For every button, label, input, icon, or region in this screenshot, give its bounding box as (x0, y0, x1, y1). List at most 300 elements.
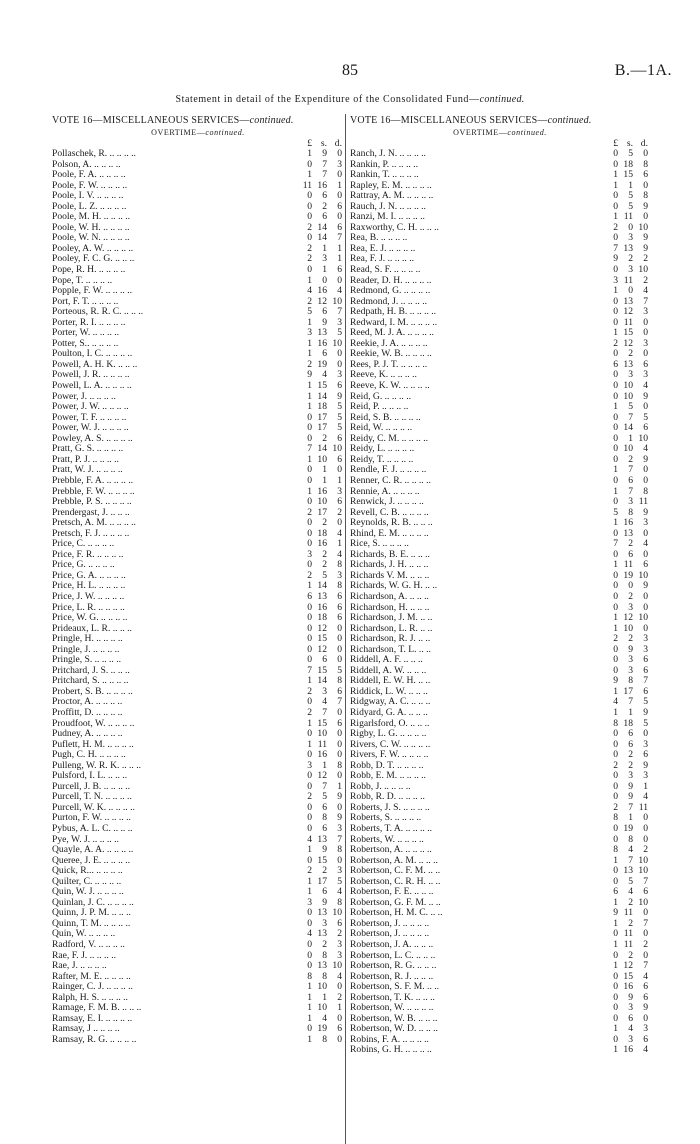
table-row (350, 740, 650, 751)
shillings-value: 5 (628, 148, 633, 159)
pounds-value: 1 (307, 380, 312, 392)
payee-name: Reid, G. .. .. .. .. (350, 391, 412, 402)
table-row (350, 1035, 650, 1046)
shillings-value: 6 (628, 728, 633, 740)
pounds-value: 1 (613, 401, 618, 413)
payee-name: Price, L. R. .. .. .. .. (52, 602, 125, 613)
pence-value: 10 (638, 264, 648, 276)
shillings-value: 18 (623, 158, 633, 170)
pounds-value: 9 (613, 253, 618, 265)
table-row (52, 972, 344, 983)
pounds-value: 0 (307, 158, 312, 170)
shillings-value: 16 (623, 1044, 633, 1056)
pounds-value: 0 (613, 306, 618, 318)
table-row (350, 940, 650, 951)
shillings-value: 2 (628, 633, 633, 645)
shillings-value: 16 (317, 285, 327, 297)
pounds-value: 1 (307, 580, 312, 592)
pounds-value: 0 (613, 232, 618, 244)
shillings-value: 3 (628, 770, 633, 782)
shillings-value: 3 (322, 685, 327, 697)
table-row (52, 307, 344, 318)
table-row (350, 666, 650, 677)
units-header (52, 139, 344, 149)
pounds-value: 1 (307, 886, 312, 898)
pence-value: 0 (337, 738, 342, 750)
pounds-value: 0 (613, 443, 618, 455)
payee-name: Ramsay, R. G. .. .. .. .. (52, 1034, 137, 1045)
shillings-value: 13 (317, 327, 327, 339)
pounds-value: 5 (307, 306, 312, 318)
pounds-value: 3 (613, 274, 618, 286)
table-row (52, 529, 344, 540)
shillings-value: 8 (628, 675, 633, 687)
statement-title-text: Statement in detail of the Expenditure of the Consolidated Fund— (175, 94, 480, 105)
subheading-continued: continued. (507, 128, 547, 137)
payee-name: Porter, R. I. .. .. .. .. (52, 317, 126, 328)
shillings-value: 15 (623, 970, 633, 982)
pounds-value: 0 (613, 1012, 618, 1024)
shillings-value: 11 (317, 738, 327, 750)
pence-value: 0 (643, 148, 648, 159)
shillings-value: 2 (322, 432, 327, 444)
payee-name: Renwick, J. .. .. .. .. (350, 497, 424, 508)
pence-value: 11 (638, 801, 648, 813)
pounds-value: 0 (307, 190, 312, 202)
table-row (350, 560, 650, 571)
shillings-value: 2 (628, 759, 633, 771)
payee-name: Proudfoot, W. .. .. .. .. (52, 718, 135, 729)
shillings-value: 1 (628, 706, 633, 718)
shillings-value: 16 (317, 179, 327, 191)
payee-name: Riddick, L. W. .. .. .. (350, 686, 428, 697)
pounds-value: 1 (307, 348, 312, 360)
payee-name: Pratt, P. J. .. .. .. .. (52, 454, 119, 465)
table-row (350, 771, 650, 782)
payee-name: Proctor, A. .. .. .. .. (52, 697, 123, 708)
shillings-value: 2 (322, 517, 327, 529)
shillings-value: 7 (628, 485, 633, 497)
table-row (350, 571, 650, 582)
pounds-value: 0 (307, 200, 312, 212)
shillings-value: 10 (623, 380, 633, 392)
pounds-value: 3 (307, 327, 312, 339)
pounds-value: 0 (307, 654, 312, 666)
payee-name: Pringle, J. .. .. .. .. (52, 644, 120, 655)
table-row (52, 676, 344, 687)
shillings-value: 13 (623, 242, 633, 254)
payee-name: Roberts, T. A. .. .. .. .. (350, 824, 432, 834)
pence-value: 6 (643, 654, 648, 666)
pence-value: 0 (337, 211, 342, 223)
table-row (52, 813, 344, 824)
shillings-value: 2 (322, 865, 327, 877)
shillings-value: 4 (322, 696, 327, 708)
table-row (350, 318, 650, 329)
pounds-value: 2 (613, 633, 618, 645)
shillings-value: 4 (628, 886, 633, 898)
payee-name: Rendle, F. J. .. .. .. .. (350, 465, 427, 476)
table-row (52, 824, 344, 835)
pounds-value: 0 (613, 1033, 618, 1045)
pence-value: 0 (337, 274, 342, 286)
payee-name: Purton, F. W. .. .. .. .. (52, 813, 131, 824)
shillings-value: 2 (628, 590, 633, 602)
shillings-value: 3 (628, 1002, 633, 1014)
pounds-value: 0 (613, 601, 618, 613)
table-row (52, 761, 344, 772)
shillings-value: 9 (628, 780, 633, 792)
shillings-value: 19 (317, 1023, 327, 1035)
table-row (52, 170, 344, 181)
payee-name: Pratt, W. J. .. .. .. .. (52, 465, 123, 476)
pounds-value: 0 (613, 190, 618, 202)
payee-name: Poole, F. A. .. .. .. .. (52, 170, 126, 181)
table-row (350, 349, 650, 360)
payee-name: Reidy, T. .. .. .. .. (350, 454, 414, 465)
pounds-value: 0 (307, 960, 312, 972)
pence-value: 5 (337, 875, 342, 887)
payee-name: Rattray, A. M. .. .. .. .. (350, 191, 434, 202)
shillings-value: 3 (628, 369, 633, 381)
table-row (350, 1024, 650, 1035)
pence-value: 0 (643, 622, 648, 634)
table-row (52, 708, 344, 719)
pounds-value: 0 (307, 612, 312, 624)
pounds-value: 0 (307, 464, 312, 476)
pence-value: 6 (337, 432, 342, 444)
shillings-value: 2 (322, 548, 327, 560)
shillings-value: 2 (628, 538, 633, 550)
table-row (350, 982, 650, 993)
pence-value: 0 (643, 601, 648, 613)
pounds-value: 0 (307, 496, 312, 508)
payee-name: Riddell, E. W. H. .. .. (350, 676, 431, 687)
payee-name: Pope, R. H. .. .. .. .. (52, 265, 126, 276)
table-row (52, 740, 344, 751)
pounds-value: 0 (307, 749, 312, 761)
payee-name: Prebble, F. W. .. .. .. .. (52, 486, 135, 497)
pounds-value: 0 (307, 474, 312, 486)
table-row (350, 697, 650, 708)
table-row (350, 487, 650, 498)
shillings-value: 12 (623, 612, 633, 624)
table-row (52, 265, 344, 276)
payee-name: Poole, L. Z. .. .. .. .. (52, 201, 127, 212)
pounds-value: 0 (613, 432, 618, 444)
table-row (52, 223, 344, 234)
pence-value: 6 (337, 380, 342, 392)
pence-value: 6 (337, 200, 342, 212)
pounds-value: 1 (613, 211, 618, 223)
table-row (52, 866, 344, 877)
pounds-value: 0 (613, 295, 618, 307)
pence-value: 8 (337, 896, 342, 908)
payee-name: Ramage, F. M. B. .. .. .. (52, 1003, 142, 1014)
table-row (350, 729, 650, 740)
payee-name: Polson, A. .. .. .. .. (52, 159, 121, 170)
payee-name: Pritchard, J. S. .. .. .. (52, 665, 130, 676)
shillings-value: 8 (322, 970, 327, 982)
table-row (52, 697, 344, 708)
pence-value: 0 (643, 548, 648, 560)
shillings-value: 16 (317, 601, 327, 613)
pence-value: 0 (337, 148, 342, 159)
pounds-value: 0 (307, 422, 312, 434)
shillings-value: 18 (317, 612, 327, 624)
pence-value: 9 (643, 232, 648, 244)
table-row (52, 297, 344, 308)
pence-value: 1 (337, 179, 342, 191)
pounds-value: 0 (613, 580, 618, 592)
payee-name: Rankin, P. .. .. .. .. (350, 159, 418, 170)
pounds-value: 2 (613, 221, 618, 233)
pounds-value: 8 (613, 844, 618, 856)
payee-name: Pringle, S. .. .. .. .. (52, 655, 122, 666)
shillings-value: 16 (317, 749, 327, 761)
table-row (350, 392, 650, 403)
pence-value: 3 (643, 738, 648, 750)
overtime-subheading (52, 127, 344, 139)
pounds-value: 0 (307, 538, 312, 550)
payee-name: Power, W. J. .. .. .. .. (52, 423, 129, 434)
pounds-value: 0 (613, 749, 618, 761)
pence-value: 4 (643, 285, 648, 297)
table-row (52, 803, 344, 814)
payee-name: Revell, C. B. .. .. .. .. (350, 507, 429, 518)
shillings-value: 7 (322, 780, 327, 792)
table-row (52, 993, 344, 1004)
pounds-value: 1 (613, 179, 618, 191)
payee-name: Rafter, M. E. .. .. .. .. (52, 971, 131, 982)
pence-value: 3 (643, 306, 648, 318)
payee-name: Quinn, T. M. .. .. .. .. (52, 918, 131, 929)
payee-name: Robertson, L. C. .. .. .. (350, 950, 436, 961)
statement-title (0, 94, 700, 105)
shillings-value: 13 (623, 295, 633, 307)
shillings-value: 12 (317, 622, 327, 634)
table-row (52, 634, 344, 645)
entries-list-left (52, 149, 344, 1045)
table-row (350, 824, 650, 835)
table-row (52, 961, 344, 972)
pence-value: 7 (643, 295, 648, 307)
shillings-value: 6 (322, 886, 327, 898)
pence-value: 7 (643, 917, 648, 929)
payee-name: Richards, B. E. .. .. .. (350, 549, 430, 560)
table-row (52, 792, 344, 803)
payee-name: Robertson, A. M. .. .. .. (350, 855, 438, 866)
shillings-value: 3 (628, 264, 633, 276)
shillings-value: 1 (628, 812, 633, 824)
pence-value: 6 (337, 590, 342, 602)
payee-name: Rivers, F. W. .. .. .. .. (350, 750, 429, 761)
shillings-value: 19 (623, 569, 633, 581)
units-spacer (52, 139, 298, 149)
table-row (52, 729, 344, 740)
shillings-value: 7 (322, 158, 327, 170)
shillings-value: 1 (322, 264, 327, 276)
pence-value: 3 (337, 823, 342, 834)
units-header (350, 139, 650, 149)
payee-name: Rivers, C. W. .. .. .. .. (350, 739, 431, 750)
pence-value: 6 (643, 559, 648, 571)
shillings-value: 12 (623, 960, 633, 972)
shillings-value: 17 (317, 411, 327, 423)
pounds-value: 0 (613, 548, 618, 560)
table-row (52, 518, 344, 529)
pence-value: 4 (643, 443, 648, 455)
pounds-value: 3 (307, 759, 312, 771)
pounds-value: 0 (613, 970, 618, 982)
shillings-value: 19 (317, 358, 327, 370)
pounds-value: 0 (613, 1002, 618, 1014)
shillings-value: 13 (317, 907, 327, 919)
shillings-value: 9 (322, 896, 327, 908)
pounds-value: 1 (307, 169, 312, 181)
pence-value: 10 (638, 896, 648, 908)
pounds-value: 0 (613, 770, 618, 782)
pence-value: 10 (638, 221, 648, 233)
table-row (52, 423, 344, 434)
units-spacer (350, 139, 604, 149)
payee-name: Riddell, A. W. .. .. .. (350, 665, 427, 676)
table-row (350, 508, 650, 519)
payee-name: Redpath, H. B. .. .. .. .. (350, 307, 437, 318)
shillings-value: 6 (628, 738, 633, 750)
payee-name: Reeve, K. .. .. .. .. (350, 370, 417, 381)
shillings-value: 18 (623, 717, 633, 729)
pounds-value: 1 (307, 991, 312, 1003)
pounds-value: 0 (613, 590, 618, 602)
pence-value: 7 (337, 696, 342, 708)
table-row (350, 782, 650, 793)
table-row (350, 624, 650, 635)
pounds-value: 2 (307, 295, 312, 307)
pounds-value: 0 (307, 696, 312, 708)
pence-value: 0 (643, 211, 648, 223)
table-row (350, 845, 650, 856)
pounds-value: 0 (307, 780, 312, 792)
shillings-value: 1 (322, 474, 327, 486)
subheading-text: OVERTIME— (453, 128, 508, 137)
table-row (52, 666, 344, 677)
table-row (52, 613, 344, 624)
pence-value: 5 (337, 411, 342, 423)
shillings-value: 4 (628, 844, 633, 856)
pounds-value: 1 (307, 717, 312, 729)
table-row (350, 539, 650, 550)
payee-name: Renner, C. R. .. .. .. .. (350, 475, 431, 486)
payee-name: Robb, E. M. .. .. .. .. (350, 771, 426, 782)
table-row (350, 687, 650, 698)
pounds-value: 2 (307, 221, 312, 233)
shillings-value: 13 (317, 833, 327, 845)
pounds-header: £ (613, 138, 618, 149)
payee-name: Robertson, J. .. .. .. .. (350, 918, 430, 929)
pence-value: 3 (337, 865, 342, 877)
pounds-value: 0 (307, 770, 312, 782)
shillings-value: 1 (322, 991, 327, 1003)
payee-name: Poole, F. W. .. .. .. .. (52, 180, 128, 191)
shillings-value: 15 (623, 169, 633, 181)
pounds-value: 0 (613, 200, 618, 212)
table-row (350, 307, 650, 318)
table-row (52, 444, 344, 455)
pence-value: 4 (643, 791, 648, 803)
table-row (52, 982, 344, 993)
table-row (52, 1003, 344, 1014)
payee-name: Robertson, W. D. .. .. .. (350, 1024, 438, 1035)
table-row (350, 233, 650, 244)
pounds-value: 0 (613, 380, 618, 392)
pence-value: 6 (337, 1023, 342, 1035)
pounds-value: 7 (613, 538, 618, 550)
payee-name: Reeve, K. W. .. .. .. .. (350, 381, 430, 392)
pence-value: 7 (337, 232, 342, 244)
table-row (350, 972, 650, 983)
pounds-value: 0 (613, 791, 618, 803)
pounds-value: 0 (613, 496, 618, 508)
statement-continued: continued. (479, 94, 525, 105)
payee-name: Richards, W. G. H. .. .. (350, 581, 438, 592)
payee-name: Rea, F. J. .. .. .. .. (350, 254, 414, 265)
pence-header: d. (640, 138, 648, 149)
payee-name: Pretsch, A. M. .. .. .. .. (52, 518, 136, 529)
shillings-value: 2 (628, 348, 633, 360)
shillings-value: 2 (628, 949, 633, 961)
payee-name: Power, T. F. .. .. .. .. (52, 412, 127, 423)
pounds-value: 1 (613, 1044, 618, 1056)
table-row (350, 254, 650, 265)
pounds-value: 8 (613, 812, 618, 824)
pounds-value: 11 (302, 179, 312, 191)
table-row (350, 212, 650, 223)
pence-value: 0 (337, 749, 342, 761)
table-row (350, 370, 650, 381)
pounds-value: 1 (307, 453, 312, 465)
shillings-value: 4 (322, 369, 327, 381)
payee-name: Richardson, J. M. .. .. (350, 613, 433, 624)
pence-value: 5 (643, 696, 648, 708)
table-row (52, 1024, 344, 1035)
pence-value: 2 (337, 928, 342, 940)
table-row (350, 170, 650, 181)
shillings-value: 15 (317, 664, 327, 676)
table-row (350, 181, 650, 192)
pence-value: 0 (643, 590, 648, 602)
payee-name: Ramsay, J .. .. .. .. (52, 1024, 120, 1035)
table-row (52, 750, 344, 761)
pounds-value: 7 (307, 443, 312, 455)
payee-name: Robertson, T. K. .. .. .. (350, 992, 435, 1003)
vote-heading (52, 114, 344, 127)
pounds-value: 0 (613, 738, 618, 750)
shillings-value: 8 (322, 949, 327, 961)
pence-value: 8 (337, 759, 342, 771)
payee-name: Rhind, E. M. .. .. .. .. (350, 528, 429, 539)
payee-name: Redmond, G. .. .. .. .. (350, 286, 431, 297)
vote-heading (350, 114, 650, 127)
payee-name: Price, J. W. .. .. .. .. (52, 591, 125, 602)
table-row (350, 339, 650, 350)
shillings-value: 10 (623, 622, 633, 634)
pence-value: 0 (643, 833, 648, 845)
pounds-value: 1 (613, 327, 618, 339)
pence-value: 0 (337, 801, 342, 813)
payee-name: Poole, W. N. .. .. .. .. (52, 233, 130, 244)
pounds-value: 1 (613, 854, 618, 866)
